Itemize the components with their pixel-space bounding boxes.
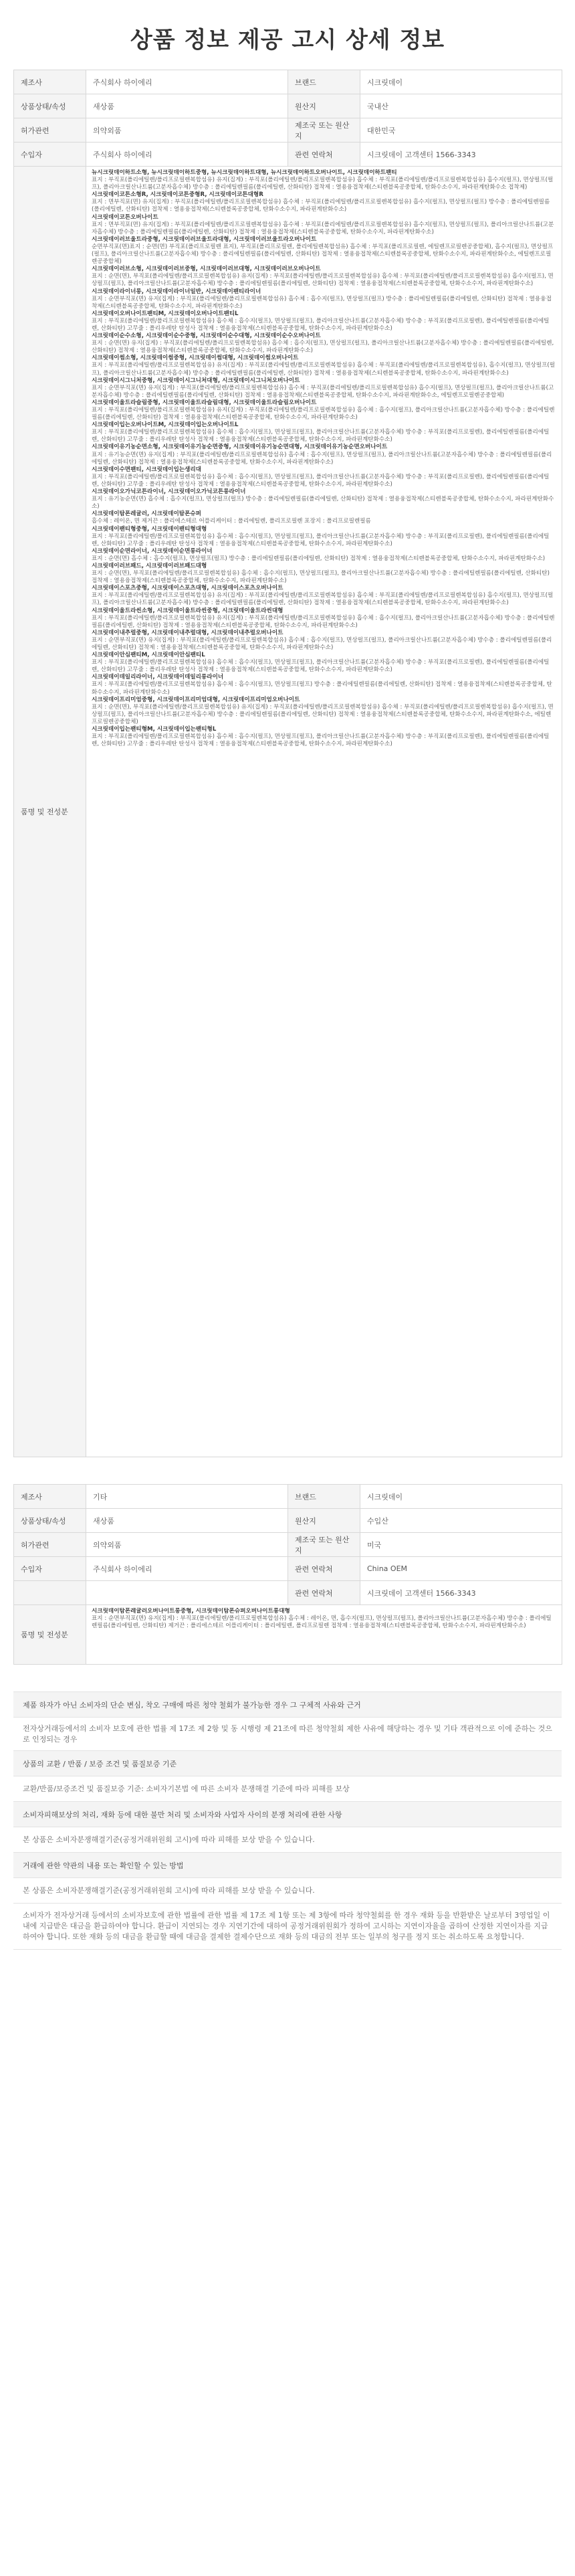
notice-body: 본 상품은 소비자분쟁해결기준(공정거래위원회 고시)에 따라 피해를 보상 받을 수 있습니다.	[13, 1827, 562, 1852]
ingredient-composition: 표지 : 부직포(폴리에틸렌/폴리프로필렌복합섬유) 유지(집게) : 부직포(폴리에틸렌/폴리프로필렌복합섬유) 흡수체 : 흡수지(펄프), 폴리아크릴산나트륨(고분자흡수체) 방수층 : 폴리에틸렌필름(폴리에틸렌, 산화티탄) 접착제 : 열용융접착제(스티렌블록공중합체, 탄화수소수지, 파라핀계탄화수소)	[92, 614, 555, 629]
notice-title: 거래에 관한 약관의 내용 또는 확인할 수 있는 방법	[13, 1852, 562, 1877]
notice-body: 전자상거래등에서의 소비자 보호에 관한 법률 제 17조 제 2항 및 동 시행령 제 21조에 따른 청약철회 제한 사유에 해당하는 경우 및 기타 객관적으로 이에 준하는 것으로 인정되는 경우	[13, 1717, 562, 1750]
ingredient-product-names: 시크릿데이탐폰레귤러, 시크릿데이탐폰슈퍼	[92, 511, 201, 518]
label-ingredients: 품명 및 전성분	[14, 167, 86, 1457]
product-info-table-1	[13, 70, 562, 1457]
value-country: 미국	[360, 1533, 562, 1557]
ingredient-composition: 표지 : 부직포(폴리에틸렌/폴리프로필렌복합섬유) 유지(집게) : 부직포(폴리에틸렌/폴리프로필렌복합섬유) 흡수체 : 부직포(폴리에틸렌/폴리프로필렌복합섬유) 흡수지(펄프), 면상펄프(펄프), 폴리아크릴산나트륨(고분자흡수체) 방수층 : 폴리에틸렌필름(폴리에틸렌, 산화티탄) 접착제 : 열용융접착제(스티렌블록공중합체, 탄화수소수지, 파라핀계탄화수소 접착제)	[92, 177, 554, 191]
ingredient-product-names: 시크릿데이오가닉코튼라이너, 시크릿데이오가닉코튼롱라이너	[92, 488, 246, 496]
notice-title: 상품의 교환 / 반품 / 보증 조건 및 품질보증 기준	[13, 1750, 562, 1776]
ingredient-product-names: 시크릿데이러브패드, 시크릿데이러브패드대형	[92, 562, 207, 569]
ingredient-product-names: 시크릿데이안심팬티M, 시크릿데이안심팬티L	[92, 652, 205, 659]
ingredient-composition: 표지 : 순면(면), 부직포(폴리에틸렌/폴리프로필렌복합섬유) 흡수체 : 흡수지(펄프), 면상펄프(펄프), 폴리아크릴산나트륨(고분자흡수체) 방수층 : 폴리에틸렌필름(폴리에틸렌, 산화티탄) 접착제 : 열용융접착제(스티렌블록공중합체, 탄화수소수지, 파라핀계탄화수소)	[92, 570, 550, 585]
value-country: 대한민국	[360, 118, 562, 143]
ingredient-entry	[92, 399, 556, 422]
ingredients-row	[14, 167, 562, 1457]
label-brand: 브랜드	[288, 70, 360, 94]
page-title: 상품 정보 제공 고시 상세 정보	[130, 27, 445, 54]
value-contact: China OEM	[360, 1557, 562, 1581]
ingredient-product-names: 시크릿데이유기농순면소형, 시크릿데이유기농순면중형, 시크릿데이유기농순면대형, 시크릿데이유기농순면오버나이트	[92, 444, 388, 451]
ingredient-entry	[92, 585, 556, 607]
ingredient-entry	[92, 444, 556, 466]
value-permit: 의약외품	[86, 118, 288, 143]
ingredient-composition: 표지 : 부직포(폴리에틸렌/폴리프로필렌복합섬유) 흡수체 : 흡수지(펄프), 면상펄프(펄프), 폴리아크릴산나트륨(고분자흡수체) 방수층 : 부직포(폴리프로필렌), 폴리에틸렌필름(폴리에틸렌, 산화티탄) 고무줄 : 폴리우레탄 탄성사 접착제 : 열용융접착제(스티렌블록공중합체, 탄화수소수지, 파라핀계탄화수소)	[92, 473, 550, 488]
value-origin: 수입산	[360, 1509, 562, 1533]
value-brand: 시크릿데이	[360, 70, 562, 94]
ingredient-entry	[92, 333, 556, 355]
ingredient-product-names: 시크릿데이시그니처중형, 시크릿데이시그니처대형, 시크릿데이시그니처오버나이트	[92, 377, 300, 384]
ingredient-entry	[92, 169, 556, 191]
label-condition: 상품상태/속성	[14, 94, 86, 118]
ingredient-product-names: 시크릿데이프리미엄중형, 시크릿데이프리미엄대형, 시크릿데이프리미엄오버나이트	[92, 696, 300, 703]
ingredient-product-names: 시크릿데이입는팬티형M, 시크릿데이입는팬티형L	[92, 726, 217, 733]
ingredient-product-names: 시크릿데이러브울트라중형, 시크릿데이러브울트라대형, 시크릿데이러브울트라오버나이트	[92, 236, 317, 243]
ingredient-entry	[92, 674, 556, 696]
value-origin: 국내산	[360, 94, 562, 118]
label-country: 제조국 또는 원산지	[288, 1533, 360, 1557]
ingredient-product-names: 시크릿데이울트라씬소형, 시크릿데이울트라씬중형, 시크릿데이울트라씬대형	[92, 607, 283, 614]
value-manufacturer: 주식회사 하이에리	[86, 70, 288, 94]
ingredient-composition: 흡수체 : 레이온, 면 제거끈 : 폴리에스테르 어플리케이터 : 폴리에틸렌, 폴리프로필렌 포장지 : 폴리프로필렌필름	[92, 518, 371, 525]
ingredient-entry	[92, 488, 556, 511]
notice-body: 교환/반품/보증조건 및 품질보증 기준: 소비자기본법 에 따른 소비자 분쟁해결 기준에 따라 피해를 보상	[13, 1776, 562, 1801]
ingredient-composition: 표지 : 유기농순면(면) 흡수체 : 흡수지(펄프), 면상펄프(펄프) 방수층 : 폴리에틸렌필름(폴리에틸렌, 산화티탄) 접착제 : 열용융접착제(스티렌블록공중합체, 탄화수소수지, 파라핀계탄화수소)	[92, 496, 554, 511]
info-row	[14, 1485, 562, 1509]
value-permit: 의약외품	[86, 1533, 288, 1557]
ingredient-product-names: 시크릿데이오버나이트팬티M, 시크릿데이오버나이트팬티L	[92, 310, 239, 317]
ingredient-composition: 표지 : 순면부직포(면) 유지(집게) : 부직포(폴리에틸렌/폴리프로필렌복합섬유) 흡수체 : 흡수지(펄프), 면상펄프(펄프) 방수층 : 폴리에틸렌필름(폴리에틸렌, 산화티탄) 접착제 : 열용융접착제(스티렌블록공중합체, 탄화수소수지, 파라핀계탄화수소)	[92, 295, 552, 310]
label-contact-2: 관련 연락처	[288, 1581, 360, 1605]
ingredient-entry	[92, 355, 556, 377]
ingredient-product-names: 시크릿데이코튼소형R, 시크릿데이코튼중형R, 시크릿데이코튼대형R	[92, 191, 263, 199]
ingredient-product-names: 시크릿데이내추럴중형, 시크릿데이내추럴대형, 시크릿데이내추럴오버나이트	[92, 629, 283, 636]
ingredient-entry	[92, 652, 556, 674]
ingredient-product-names: 시크릿데이수면팬티, 시크릿데이입는생리대	[92, 466, 201, 473]
notice-title: 소비자피해보상의 처리, 재화 등에 대한 불만 처리 및 소비자와 사업자 사이의 분쟁 처리에 관한 사항	[13, 1801, 562, 1827]
label-condition: 상품상태/속성	[14, 1509, 86, 1533]
ingredient-composition: 표지 : 순면(면) 흡수체 : 흡수지(펄프), 면상펄프(펄프) 방수층 : 폴리에틸렌필름(폴리에틸렌, 산화티탄) 접착제 : 열용융접착제(스티렌블록공중합체, 탄화수소수지, 파라핀계탄화수소)	[92, 555, 546, 562]
ingredient-composition: 표지 : 유기농순면(면) 유지(집게) : 부직포(폴리에틸렌/폴리프로필렌복합섬유) 흡수체 : 흡수지(펄프), 면상펄프(펄프), 폴리아크릴산나트륨(고분자흡수체) 방수층 : 폴리에틸렌필름(폴리에틸렌, 산화티탄) 접착제 : 열용융접착제(스티렌블록공중합체, 탄화수소수지, 파라핀계탄화수소)	[92, 451, 552, 466]
ingredient-product-names: 뉴시크릿데이하트소형, 뉴시크릿데이하트중형, 뉴시크릿데이하트대형, 뉴시크릿데이하트오버나이트, 시크릿데이하트팬티	[92, 169, 397, 176]
value-manufacturer: 기타	[86, 1485, 288, 1509]
ingredients-row	[14, 1605, 562, 1665]
info-row	[14, 143, 562, 167]
label-country: 제조국 또는 원산지	[288, 118, 360, 143]
info-row	[14, 1533, 562, 1557]
ingredients-list	[86, 167, 562, 1457]
value-empty	[86, 1581, 288, 1605]
ingredient-entry	[92, 697, 556, 726]
ingredient-composition: 표지 : 부직포(폴리에틸렌/폴리프로필렌복합섬유) 흡수체 : 흡수지(펄프), 면상펄프(펄프), 폴리아크릴산나트륨(고분자흡수체) 방수층 : 부직포(폴리프로필렌), 폴리에틸렌필름(폴리에틸렌, 산화티탄) 고무줄 : 폴리우레탄 탄성사 접착제 : 열용융접착제(스티렌블록공중합체, 탄화수소수지, 파라핀계탄화수소)	[92, 533, 550, 547]
value-condition: 새상품	[86, 1509, 288, 1533]
info-row	[14, 70, 562, 94]
value-contact: 시크릿데이 고객센터 1566-3343	[360, 143, 562, 167]
info-row	[14, 1557, 562, 1581]
label-manufacturer: 제조사	[14, 70, 86, 94]
value-importer: 주식회사 하이에리	[86, 143, 288, 167]
notice-body: 소비자가 전자상거래 등에서의 소비자보호에 관한 법률에 관한 법률 제 17조 제 1항 또는 제 3항에 따라 청약철회를 한 경우 재화 등을 반환받은 날로부터 3영업일 이내에 지급받은 대금을 환급하여야 합니다. 환급이 지연되는 경우 지연기간에 대하여 공정거래위원회가 정하여 고시하는 지연이자율을 곱하여 산정한 지연이자를 지급하여야 합니다. 또한 재화 등의 대금을 환급할 때에 대금을 결제한 결제수단으로 재화 등의 대금의 전부 또는 일부의 청구를 정지 또는 취소하도록 요청합니다.	[13, 1903, 562, 1950]
info-row	[14, 94, 562, 118]
label-importer: 수입자	[14, 143, 86, 167]
ingredient-composition: 표지 : 부직포(폴리에틸렌/폴리프로필렌복합섬유) 흡수체 : 흡수지(펄프), 면상펄프(펄프), 폴리아크릴산나트륨(고분자흡수체) 방수층 : 부직포(폴리프로필렌), 폴리에틸렌필름(폴리에틸렌, 산화티탄) 고무줄 : 폴리우레탄 탄성사 접착제 : 열용융접착제(스티렌블록공중합체, 탄화수소수지, 파라핀계탄화수소)	[92, 659, 550, 674]
ingredient-product-names: 시크릿데이울트라슬림중형, 시크릿데이울트라슬림대형, 시크릿데이울트라슬림오버나이트	[92, 399, 317, 406]
notice-body: 본 상품은 소비자분쟁해결기준(공정거래위원회 고시)에 따라 피해를 보상 받을 수 있습니다.	[13, 1877, 562, 1903]
ingredient-entry	[92, 630, 556, 652]
ingredient-entry	[92, 236, 556, 266]
ingredient-entry	[92, 288, 556, 310]
label-origin: 원산지	[288, 94, 360, 118]
label-permit: 허가관련	[14, 118, 86, 143]
ingredient-product-names: 시크릿데이탐폰레귤러오버나이트롱중형, 시크릿데이탐폰슈퍼오버나이트롱대형	[92, 1608, 290, 1615]
ingredient-entry	[92, 422, 556, 444]
label-permit: 허가관련	[14, 1533, 86, 1557]
ingredient-entry	[92, 214, 556, 236]
ingredient-product-names: 시크릿데이코튼오버나이트	[92, 213, 158, 221]
ingredient-entry	[92, 563, 556, 585]
ingredient-product-names: 시크릿데이순수소형, 시크릿데이순수중형, 시크릿데이순수대형, 시크릿데이순수오버나이트	[92, 333, 321, 340]
label-contact: 관련 연락처	[288, 143, 360, 167]
value-contact-2: 시크릿데이 고객센터 1566-3343	[360, 1581, 562, 1605]
ingredient-composition: 표지 : 부직포(폴리에틸렌/폴리프로필렌복합섬유) 흡수체 : 흡수지(펄프), 면상펄프(펄프), 폴리아크릴산나트륨(고분자흡수체) 방수층 : 부직포(폴리프로필렌), 폴리에틸렌필름(폴리에틸렌, 산화티탄) 고무줄 : 폴리우레탄 탄성사 접착제 : 열용융접착제(스티렌블록공중합체, 탄화수소수지, 파라핀계탄화수소)	[92, 429, 550, 444]
ingredient-composition: 순면부직포(면)표지 : 순면(면) 부직포(폴리프로필렌 표지), 부직포(폴리프로필렌, 폴리에틸렌복합섬유) 흡수체 : 부직포(폴리프로필렌, 에틸렌프로필렌공중합체), 흡수지(펄프), 면상펄프(펄프), 폴리아크릴산나트륨(고분자흡수체) 방수층 : 폴리에틸렌필름(폴리에틸렌, 산화티탄) 접착제 : 열용융접착제(스티렌블록공중합체, 탄화수소수지, 파라핀계탄화수소, 에틸렌프로필렌공중합체)	[92, 243, 554, 266]
ingredient-product-names: 시크릿데이팬티형중형, 시크릿데이팬티형대형	[92, 525, 207, 533]
notice-section	[13, 1691, 562, 1950]
label-origin: 원산지	[288, 1509, 360, 1533]
ingredient-product-names: 시크릿데이순면라이너, 시크릿데이순면롱라이너	[92, 547, 213, 555]
ingredient-composition: 표지 : 부직포(폴리에틸렌/폴리프로필렌복합섬유) 흡수체 : 흡수지(펄프), 면상펄프(펄프), 폴리아크릴산나트륨(고분자흡수체) 방수층 : 부직포(폴리프로필렌), 폴리에틸렌필름(폴리에틸렌, 산화티탄) 고무줄 : 폴리우레탄 탄성사 접착제 : 열용융접착제(스티렌블록공중합체, 탄화수소수지, 파라핀계탄화수소)	[92, 733, 550, 748]
ingredient-composition: 표지 : 순면부직포(면) 유지(집게) : 부직포(폴리에틸렌/폴리프로필렌복합섬유) 흡수체 : 부직포(폴리에틸렌/폴리프로필렌복합섬유) 흡수지(펄프), 면상펄프(펄프), 폴리아크릴산나트륨(고분자흡수체) 방수층 : 폴리에틸렌필름(폴리에틸렌, 산화티탄) 접착제 : 열용융접착제(스티렌블록공중합체, 탄화수소수지, 파라핀계탄화수소, 에틸렌프로필렌공중합체)	[92, 384, 554, 399]
value-brand: 시크릿데이	[360, 1485, 562, 1509]
ingredient-composition: 표지 : 순면(면) 유지(집게) : 부직포(폴리에틸렌/폴리프로필렌복합섬유) 흡수체 : 흡수지(펄프), 면상펄프(펄프), 폴리아크릴산나트륨(고분자흡수체) 방수층 : 폴리에틸렌필름(폴리에틸렌, 산화티탄) 접착제 : 열용융접착제(스티렌블록공중합체, 탄화수소수지, 파라핀계탄화수소)	[92, 340, 554, 355]
ingredient-composition: 표지 : 순면(면), 부직포(폴리에틸렌/폴리프로필렌복합섬유) 유지(집게) : 부직포(폴리에틸렌/폴리프로필렌복합섬유) 흡수체 : 부직포(폴리에틸렌/폴리프로필렌복합섬유) 흡수지(펄프), 면상펄프(펄프), 폴리아크릴산나트륨(고분자흡수체) 방수층 : 폴리에틸렌필름(폴리에틸렌, 산화티탄) 접착제 : 열용융접착제(스티렌블록공중합체, 탄화수소수지, 파라핀계탄화수소)	[92, 273, 554, 288]
product-info-table-2	[13, 1484, 562, 1665]
ingredient-composition: 표지 : 순면(면), 부직포(폴리에틸렌/폴리프로필렌복합섬유) 유지(집게) : 부직포(폴리에틸렌/폴리프로필렌복합섬유) 흡수체 : 부직포(폴리에틸렌/폴리프로필렌복합섬유) 흡수지(펄프), 면상펄프(펄프), 폴리아크릴산나트륨(고분자흡수체) 방수층 : 폴리에틸렌필름(폴리에틸렌, 산화티탄) 접착제 : 열용융접착제(스티렌블록공중합체, 탄화수소수지, 파라핀계탄화수소, 에틸렌프로필렌공중합체)	[92, 703, 554, 725]
ingredient-composition: 표지 : 부직포(폴리에틸렌/폴리프로필렌복합섬유) 흡수체 : 흡수지(펄프), 면상펄프(펄프), 폴리아크릴산나트륨(고분자흡수체) 방수층 : 부직포(폴리프로필렌), 폴리에틸렌필름(폴리에틸렌, 산화티탄) 고무줄 : 폴리우레탄 탄성사 접착제 : 열용융접착제(스티렌블록공중합체, 탄화수소수지, 파라핀계탄화수소)	[92, 317, 550, 332]
label-contact: 관련 연락처	[288, 1557, 360, 1581]
ingredient-entry	[92, 511, 556, 525]
ingredient-composition: 표지 : 면부직포(면) 유지(집게) : 부직포(폴리에틸렌/폴리프로필렌복합섬유) 흡수체 : 부직포(폴리에틸렌/폴리프로필렌복합섬유) 흡수지(펄프), 면상펄프(펄프) 방수층 : 폴리에틸렌필름(폴리에틸렌, 산화티탄) 접착제 : 열용융접착제(스티렌블록공중합체, 탄화수소수지, 파라핀계탄화수소)	[92, 199, 550, 213]
ingredient-composition: 표지 : 부직포(폴리에틸렌/폴리프로필렌복합섬유) 유지(집게) : 부직포(폴리에틸렌/폴리프로필렌복합섬유) 흡수체 : 부직포(폴리에틸렌/폴리프로필렌복합섬유), 흡수지(펄프), 면상펄프(펄프), 폴리아크릴산나트륨(고분자흡수체) 방수층 : 폴리에틸렌필름(폴리에틸렌, 산화티탄) 접착제 : 열용융접착제(스티렌블록공중합체, 탄화수소수지, 파라핀계탄화수소)	[92, 362, 556, 377]
ingredient-entry	[92, 726, 556, 748]
ingredient-composition: 표지 : 순면부직포(면) 유지(집게) : 부직포(폴리에틸렌/폴리프로필렌복합섬유) 흡수체 : 흡수지(펄프), 면상펄프(펄프), 폴리아크릴산나트륨(고분자흡수체) 방수층 : 폴리에틸렌필름(폴리에틸렌, 산화티탄) 접착제 : 열용융접착제(스티렌블록공중합체, 탄화수소수지, 파라핀계탄화수소)	[92, 636, 552, 651]
ingredient-entry	[92, 548, 556, 563]
ingredient-product-names: 시크릿데이라이너롱, 시크릿데이라이너일반, 시크릿데이팬티라이너	[92, 288, 261, 295]
notice-title: 제품 하자가 아닌 소비자의 단순 변심, 착오 구매에 따른 청약 철회가 불가능한 경우 그 구체적 사유와 근거	[13, 1691, 562, 1717]
label-empty	[14, 1581, 86, 1605]
ingredient-composition: 표지 : 면부직포(면) 유지(집게) : 부직포(폴리에틸렌/폴리프로필렌복합섬유) 흡수체 : 부직포(폴리에틸렌/폴리프로필렌복합섬유) 흡수지(펄프), 면상펄프(펄프), 폴리아크릴산나트륨(고분자흡수체) 방수층 : 폴리에틸렌필름(폴리에틸렌, 산화티탄) 접착제 : 열용융접착제(스티렌블록공중합체, 탄화수소수지, 파라핀계탄화수소)	[92, 221, 554, 236]
info-row	[14, 1581, 562, 1605]
ingredient-composition: 표지 : 부직포(폴리에틸렌/폴리프로필렌복합섬유) 유지(집게) : 부직포(폴리에틸렌/폴리프로필렌복합섬유) 흡수체 : 흡수지(펄프), 폴리아크릴산나트륨(고분자흡수체) 방수층 : 폴리에틸렌필름(폴리에틸렌, 산화티탄) 접착제 : 열용융접착제(스티렌블록공중합체, 탄화수소수지, 파라핀계탄화수소)	[92, 407, 555, 422]
ingredient-entry	[92, 266, 556, 288]
label-manufacturer: 제조사	[14, 1485, 86, 1509]
ingredient-entry	[92, 191, 556, 213]
ingredient-product-names: 시크릿데이썸소형, 시크릿데이썸중형, 시크릿데이썸대형, 시크릿데이썸오버나이트	[92, 355, 299, 362]
ingredient-product-names: 시크릿데이데일리라이너, 시크릿데이데일리롱라이너	[92, 674, 224, 681]
ingredient-entry	[92, 466, 556, 488]
label-ingredients: 품명 및 전성분	[14, 1605, 86, 1665]
ingredient-composition: 표지 : 순면부직포(면) 유지(집게) : 부직포(폴리에틸렌/폴리프로필렌복합섬유) 흡수체 : 레이온, 면, 흡수지(펄프), 면상펄프(펄프), 폴리아크릴산나트륨(고분자흡수체) 방수층 : 폴리에틸렌필름(폴리에틸렌, 산화티탄) 제거끈 : 폴리에스테르 어플리케이터 : 폴리에틸렌, 폴리프로필렌 접착제 : 열용융접착제(스티렌블록공중합체, 탄화수소수지, 파라핀계탄화수소)	[92, 1615, 552, 1630]
info-row	[14, 118, 562, 143]
label-importer: 수입자	[14, 1557, 86, 1581]
value-importer: 주식회사 하이에리	[86, 1557, 288, 1581]
info-row	[14, 1509, 562, 1533]
ingredient-entry	[92, 310, 556, 333]
value-condition: 새상품	[86, 94, 288, 118]
ingredients-list	[86, 1605, 562, 1665]
ingredient-composition: 표지 : 부직포(폴리에틸렌/폴리프로필렌복합섬유) 흡수체 : 흡수지(펄프), 면상펄프(펄프) 방수층 : 폴리에틸렌필름(폴리에틸렌, 산화티탄) 접착제 : 열용융접착제(스티렌블록공중합체, 탄화수소수지, 파라핀계탄화수소)	[92, 681, 552, 696]
ingredient-entry	[92, 608, 556, 630]
ingredient-product-names: 시크릿데이스포츠중형, 시크릿데이스포츠대형, 시크릿데이스포츠오버나이트	[92, 585, 283, 592]
ingredient-entry	[92, 1608, 556, 1630]
label-brand: 브랜드	[288, 1485, 360, 1509]
ingredient-entry	[92, 526, 556, 548]
ingredient-composition: 표지 : 부직포(폴리에틸렌/폴리프로필렌복합섬유) 유지(집게) : 부직포(폴리에틸렌/폴리프로필렌복합섬유) 흡수체 : 부직포(폴리에틸렌/폴리프로필렌복합섬유) 흡수지(펄프), 면상펄프(펄프), 폴리아크릴산나트륨(고분자흡수체) 방수층 : 폴리에틸렌필름(폴리에틸렌, 산화티탄) 접착제 : 열용융접착제(스티렌블록공중합체, 탄화수소수지, 파라핀계탄화수소)	[92, 592, 554, 607]
ingredient-entry	[92, 377, 556, 399]
ingredient-product-names: 시크릿데이입는오버나이트M, 시크릿데이입는오버나이트L	[92, 422, 239, 429]
ingredient-product-names: 시크릿데이러브소형, 시크릿데이러브중형, 시크릿데이러브대형, 시크릿데이러브오버나이트	[92, 266, 321, 273]
